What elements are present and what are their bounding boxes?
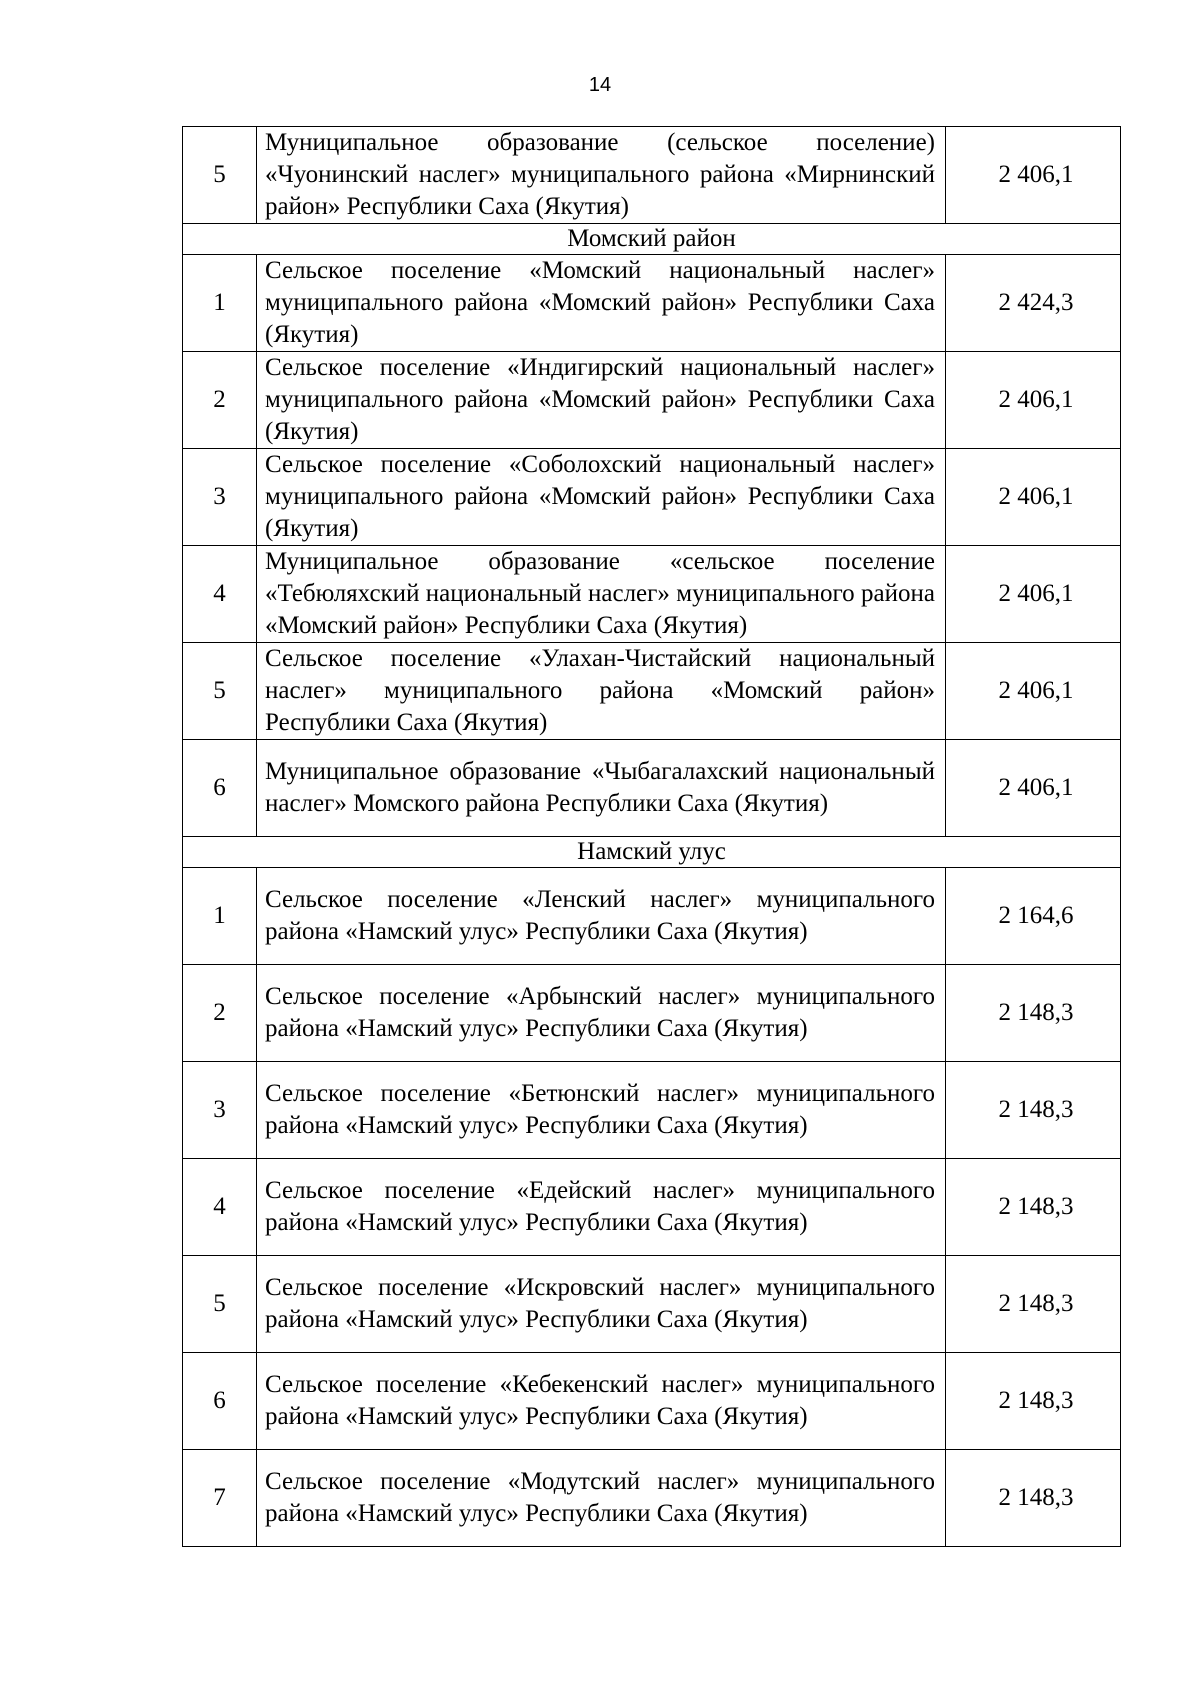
settlement-name: Муниципальное образование (сельское поселение) «Чуонинский наслег» муниципального района «Мирнинский район» Республики Саха (Якутия)	[257, 127, 946, 224]
table-row	[183, 868, 1121, 965]
section-title: Намский улус	[183, 837, 1121, 868]
settlement-name: Сельское поселение «Ленский наслег» муниципального района «Намский улус» Республики Саха (Якутия)	[257, 868, 946, 965]
amount-value: 2 148,3	[946, 1256, 1121, 1353]
amount-value: 2 406,1	[946, 643, 1121, 740]
table-row	[183, 740, 1121, 837]
table-body	[183, 127, 1121, 1547]
settlement-name: Сельское поселение «Арбынский наслег» муниципального района «Намский улус» Республики Саха (Якутия)	[257, 965, 946, 1062]
amount-value: 2 148,3	[946, 965, 1121, 1062]
table-row	[183, 1159, 1121, 1256]
table-row	[183, 1450, 1121, 1547]
table-row	[183, 255, 1121, 352]
row-number: 6	[183, 1353, 257, 1450]
amount-value: 2 148,3	[946, 1353, 1121, 1450]
row-number: 5	[183, 643, 257, 740]
settlement-name: Муниципальное образование «сельское поселение «Тебюляхский национальный наслег» муниципального района «Момский район» Республики Саха (Якутия)	[257, 546, 946, 643]
amount-value: 2 406,1	[946, 352, 1121, 449]
amount-value: 2 148,3	[946, 1450, 1121, 1547]
settlement-name: Сельское поселение «Момский национальный наслег» муниципального района «Момский район» Республики Саха (Якутия)	[257, 255, 946, 352]
row-number: 4	[183, 546, 257, 643]
settlement-name: Сельское поселение «Индигирский национальный наслег» муниципального района «Момский район» Республики Саха (Якутия)	[257, 352, 946, 449]
amount-value: 2 164,6	[946, 868, 1121, 965]
table-row	[183, 643, 1121, 740]
row-number: 3	[183, 1062, 257, 1159]
amount-value: 2 406,1	[946, 546, 1121, 643]
settlement-name: Сельское поселение «Едейский наслег» муниципального района «Намский улус» Республики Саха (Якутия)	[257, 1159, 946, 1256]
amount-value: 2 406,1	[946, 740, 1121, 837]
amount-value: 2 406,1	[946, 449, 1121, 546]
row-number: 4	[183, 1159, 257, 1256]
row-number: 2	[183, 352, 257, 449]
amount-value: 2 406,1	[946, 127, 1121, 224]
row-number: 1	[183, 868, 257, 965]
row-number: 1	[183, 255, 257, 352]
settlement-name: Сельское поселение «Кебекенский наслег» муниципального района «Намский улус» Республики Саха (Якутия)	[257, 1353, 946, 1450]
amount-value: 2 148,3	[946, 1159, 1121, 1256]
settlement-name: Муниципальное образование «Чыбагалахский национальный наслег» Момского района Республики Саха (Якутия)	[257, 740, 946, 837]
table-row	[183, 1256, 1121, 1353]
section-title: Момский район	[183, 224, 1121, 255]
settlement-name: Сельское поселение «Модутский наслег» муниципального района «Намский улус» Республики Саха (Якутия)	[257, 1450, 946, 1547]
table-row	[183, 1062, 1121, 1159]
row-number: 2	[183, 965, 257, 1062]
table-row	[183, 965, 1121, 1062]
table-row	[183, 449, 1121, 546]
table-row	[183, 352, 1121, 449]
table-row	[183, 1353, 1121, 1450]
table-row	[183, 127, 1121, 224]
section-header-row	[183, 224, 1121, 255]
settlements-table	[182, 126, 1121, 1547]
row-number: 6	[183, 740, 257, 837]
settlement-name: Сельское поселение «Соболохский национальный наслег» муниципального района «Момский район» Республики Саха (Якутия)	[257, 449, 946, 546]
settlement-name: Сельское поселение «Искровский наслег» муниципального района «Намский улус» Республики Саха (Якутия)	[257, 1256, 946, 1353]
page-number: 14	[588, 74, 612, 96]
settlement-name: Сельское поселение «Бетюнский наслег» муниципального района «Намский улус» Республики Саха (Якутия)	[257, 1062, 946, 1159]
row-number: 5	[183, 1256, 257, 1353]
amount-value: 2 148,3	[946, 1062, 1121, 1159]
row-number: 3	[183, 449, 257, 546]
section-header-row	[183, 837, 1121, 868]
table-row	[183, 546, 1121, 643]
amount-value: 2 424,3	[946, 255, 1121, 352]
settlement-name: Сельское поселение «Улахан-Чистайский национальный наслег» муниципального района «Момский район» Республики Саха (Якутия)	[257, 643, 946, 740]
row-number: 7	[183, 1450, 257, 1547]
row-number: 5	[183, 127, 257, 224]
